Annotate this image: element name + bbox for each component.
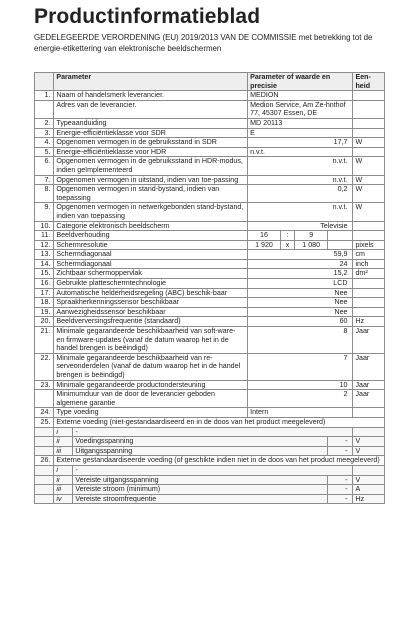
sub-row xyxy=(35,446,385,456)
row-label: Typeaanduiding xyxy=(54,118,248,128)
row-value: 59,9 xyxy=(248,250,353,260)
sub-value: - xyxy=(328,485,353,495)
sub-label: Vereiste stroom (minimum) xyxy=(75,485,161,494)
table-row xyxy=(35,147,385,157)
sub-row xyxy=(35,437,385,447)
row-number: 23. xyxy=(35,380,54,390)
table-row xyxy=(35,327,385,354)
table-row xyxy=(35,317,385,327)
row-unit: Hz xyxy=(353,317,385,327)
table-row xyxy=(35,259,385,269)
row-number: 19. xyxy=(35,307,54,317)
row-value: Nee xyxy=(248,288,353,298)
ratio-width: 16 xyxy=(248,231,281,241)
row-unit: W xyxy=(353,138,385,148)
row-unit: W xyxy=(353,175,385,185)
row-label: Schermdiagonaal xyxy=(54,259,248,269)
row-label: Categorie elektronisch beeldscherm xyxy=(54,221,248,231)
row-unit: Jaar xyxy=(353,380,385,390)
row-number: 24. xyxy=(35,408,54,418)
row-label: Opgenomen vermogen in netwerkgebonden stand-bystand, indien van toepassing xyxy=(54,203,248,221)
table-row xyxy=(35,408,385,418)
sub-index: i xyxy=(54,428,73,437)
row-unit: W xyxy=(353,185,385,203)
sub-index: iii xyxy=(54,447,73,456)
row-value: E xyxy=(248,128,353,138)
sub-unit: V xyxy=(353,437,385,447)
row-label: Automatische helderheidsregeling (ABC) beschik-baar xyxy=(54,288,248,298)
row-label: Schermdiagonaal xyxy=(54,250,248,260)
sub-row xyxy=(35,427,385,437)
sub-index: ii xyxy=(54,476,73,485)
row-number: 22. xyxy=(35,353,54,380)
row-value: Medion Service, Am Ze-hnthof 77, 45307 Essen, DE xyxy=(248,100,353,118)
table-row xyxy=(35,91,385,101)
row-unit: inch xyxy=(353,259,385,269)
row-number: 6. xyxy=(35,157,54,175)
ratio-separator: : xyxy=(280,231,295,241)
row-label: Opgenomen vermogen in stand-bystand, indien van toepassing xyxy=(54,185,248,203)
row-value: MEDION xyxy=(248,91,353,101)
row-unit: Jaar xyxy=(353,390,385,408)
sub-unit: A xyxy=(353,485,385,495)
sub-index: iii xyxy=(54,485,73,494)
table-row xyxy=(35,203,385,221)
header-parameter: Parameter xyxy=(54,73,248,91)
row-unit: Jaar xyxy=(353,327,385,354)
row-number: 25. xyxy=(35,417,54,427)
sub-label: Voedingsspanning xyxy=(75,437,134,446)
row-value: 17,7 xyxy=(248,138,353,148)
row-number: 16. xyxy=(35,279,54,289)
resolution-separator: x xyxy=(280,240,295,250)
table-row xyxy=(35,175,385,185)
row-number: 9. xyxy=(35,203,54,221)
row-number: 5. xyxy=(35,147,54,157)
table-row xyxy=(35,185,385,203)
sub-row xyxy=(35,465,385,475)
row-label: Beeldverversingsfrequentie (standaard) xyxy=(54,317,248,327)
sub-index: i xyxy=(54,466,73,475)
table-row xyxy=(35,250,385,260)
sub-label: Uitgangsspanning xyxy=(75,446,133,455)
row-label: Externe voeding (niet-gestandaardiseerd en in de doos van het product meegeleverd) xyxy=(54,417,385,427)
row-value: 10 xyxy=(248,380,353,390)
sub-unit: V xyxy=(353,446,385,456)
sub-row xyxy=(35,485,385,495)
page-title: Productinformatieblad xyxy=(34,5,261,28)
row-value: n.v.t. xyxy=(248,175,353,185)
row-label: Schermresolutie xyxy=(54,240,248,250)
row-value: 8 xyxy=(248,327,353,354)
row-number: 3. xyxy=(35,128,54,138)
row-label: Beeldverhouding xyxy=(54,231,248,241)
sub-unit: Hz xyxy=(353,494,385,504)
row-value: Intern xyxy=(248,408,353,418)
table-row xyxy=(35,231,385,241)
row-unit: W xyxy=(353,157,385,175)
sub-label: - xyxy=(75,427,78,436)
sub-value: - xyxy=(328,475,353,485)
table-row xyxy=(35,269,385,279)
sub-value: - xyxy=(328,437,353,447)
product-info-table xyxy=(34,72,385,504)
row-label: Aanwezigheidssensor beschikbaar xyxy=(54,307,248,317)
row-number: 21. xyxy=(35,327,54,354)
row-number: 2. xyxy=(35,118,54,128)
table-row xyxy=(35,307,385,317)
row-label: Minimale gegarandeerde beschikbaarheid van re-serveonderdelen (vanaf de datum waarop het in de handel brengen is beëindigd) xyxy=(54,353,248,380)
row-unit: pixels xyxy=(353,240,385,250)
sub-label: - xyxy=(75,465,78,474)
row-value: Nee xyxy=(248,298,353,308)
row-unit: Jaar xyxy=(353,353,385,380)
row-unit: dm² xyxy=(353,269,385,279)
row-value: 7 xyxy=(248,353,353,380)
table-row xyxy=(35,100,385,118)
table-row xyxy=(35,353,385,380)
row-number: 12. xyxy=(35,240,54,250)
row-value: n.v.t. xyxy=(248,203,353,221)
row-number: 17. xyxy=(35,288,54,298)
ratio-height: 9 xyxy=(295,231,328,241)
sub-index: iv xyxy=(54,495,73,504)
product-info-sheet xyxy=(0,4,400,643)
sub-index: ii xyxy=(54,437,73,446)
regulation-intro: GEDELEGEERDE VERORDENING (EU) 2019/2013 VAN DE COMMISSIE met betrekking tot de energie-etikettering van elektronische beeldschermen xyxy=(34,33,373,53)
table-row xyxy=(35,128,385,138)
row-value: 15,2 xyxy=(248,269,353,279)
table-row xyxy=(35,390,385,408)
sub-row xyxy=(35,475,385,485)
row-label: Spraakherkenningssensor beschikbaar xyxy=(54,298,248,308)
row-value: Televisie xyxy=(248,221,353,231)
row-label: Naam of handelsmerk leverancier. xyxy=(54,91,248,101)
row-number: 7. xyxy=(35,175,54,185)
row-unit: cm xyxy=(353,250,385,260)
row-number: 10. xyxy=(35,221,54,231)
row-label: Type voeding xyxy=(54,408,248,418)
sub-row xyxy=(35,494,385,504)
row-value: 24 xyxy=(248,259,353,269)
row-number: 13. xyxy=(35,250,54,260)
row-label: Gebruikte platteschermtechnologie xyxy=(54,279,248,289)
row-value: MD 20113 xyxy=(248,118,353,128)
row-label: Minimale gegarandeerde productondersteuning xyxy=(54,380,248,390)
row-value: 2 xyxy=(248,390,353,408)
row-value: 60 xyxy=(248,317,353,327)
row-label: Opgenomen vermogen in uitstand, indien van toe-passing xyxy=(54,175,248,185)
sub-value: - xyxy=(328,446,353,456)
row-number: 26. xyxy=(35,456,54,466)
sub-unit: V xyxy=(353,475,385,485)
table-row xyxy=(35,118,385,128)
header-unit: Een-heid xyxy=(353,73,385,91)
row-value: n.v.t. xyxy=(248,157,353,175)
table-header-row xyxy=(35,73,385,91)
row-value: Nee xyxy=(248,307,353,317)
row-label: Energie-efficiëntieklasse voor HDR xyxy=(54,147,248,157)
resolution-width: 1 920 xyxy=(248,240,281,250)
row-value: n.v.t. xyxy=(248,147,353,157)
row-label: Adres van de leverancier. xyxy=(54,100,248,118)
row-label: Minimumduur van de door de leverancier geboden algemene garantie xyxy=(54,390,248,408)
resolution-height: 1 080 xyxy=(295,240,328,250)
row-number: 11. xyxy=(35,231,54,241)
table-row xyxy=(35,456,385,466)
row-unit: W xyxy=(353,203,385,221)
row-value: LCD xyxy=(248,279,353,289)
row-label: Minimale gegarandeerde beschikbaarheid van soft-ware- en firmware-updates (vanaf de datum waarop het in de handel brengen is beëindigd) xyxy=(54,327,248,354)
row-label: Zichtbaar schermoppervlak xyxy=(54,269,248,279)
sub-label: Vereiste stroomfrequentie xyxy=(75,494,157,503)
header-value: Parameter of waarde en precisie xyxy=(248,73,353,91)
table-row xyxy=(35,288,385,298)
row-number: 20. xyxy=(35,317,54,327)
row-number: 18. xyxy=(35,298,54,308)
row-label: Externe gestandaardiseerde voeding (of geschikte indien niet in de doos van het product meegeleverd) xyxy=(54,456,385,466)
table-row xyxy=(35,417,385,427)
row-label: Opgenomen vermogen in de gebruiksstand in HDR-modus, indien geïmplementeerd xyxy=(54,157,248,175)
table-row xyxy=(35,380,385,390)
row-number: 1. xyxy=(35,91,54,101)
table-row xyxy=(35,279,385,289)
row-number: 14. xyxy=(35,259,54,269)
row-number: 15. xyxy=(35,269,54,279)
table-row xyxy=(35,221,385,231)
row-number: 4. xyxy=(35,138,54,148)
sub-value: - xyxy=(328,494,353,504)
sub-label: Vereiste uitgangsspanning xyxy=(75,475,159,484)
table-row xyxy=(35,240,385,250)
row-number: 8. xyxy=(35,185,54,203)
row-label: Opgenomen vermogen in de gebruiksstand in SDR xyxy=(54,138,248,148)
table-row xyxy=(35,138,385,148)
table-row xyxy=(35,157,385,175)
table-row xyxy=(35,298,385,308)
row-label: Energie-efficiëntieklasse voor SDR xyxy=(54,128,248,138)
row-value: 0,2 xyxy=(248,185,353,203)
